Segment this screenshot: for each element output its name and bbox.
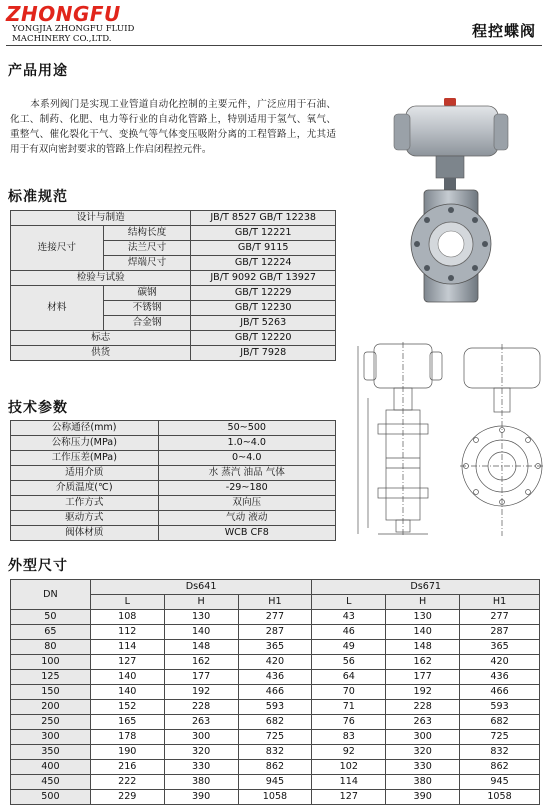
table-cell: 192 [386,685,460,700]
table-cell: 365 [460,640,540,655]
column-group-header: Ds641 [90,580,312,595]
table-cell: 130 [386,610,460,625]
table-cell: 127 [312,790,386,805]
table-row [11,730,540,745]
table-cell: 140 [90,685,164,700]
table-cell: 190 [90,745,164,760]
table-cell: 277 [460,610,540,625]
table-cell: GB/T 12230 [191,301,336,316]
table-cell: 71 [312,700,386,715]
standards-table [10,210,336,361]
table-row [11,451,336,466]
table-cell: 178 [90,730,164,745]
table-cell: 工作压差(MPa) [11,451,159,466]
table-cell: 862 [460,760,540,775]
table-cell: 420 [238,655,312,670]
table-cell: 320 [386,745,460,760]
table-cell: 标志 [11,331,191,346]
table-cell: 390 [386,790,460,805]
table-cell: -29~180 [158,481,335,496]
table-cell: 177 [386,670,460,685]
table-cell: 593 [460,700,540,715]
table-row [11,745,540,760]
table-cell: 228 [164,700,238,715]
table-cell: 130 [164,610,238,625]
table-cell: 177 [164,670,238,685]
table-cell: 0~4.0 [158,451,335,466]
table-row [11,775,540,790]
usage-section-title: 产品用途 [8,63,68,79]
table-cell: 检验与试验 [11,271,191,286]
table-cell: 436 [460,670,540,685]
table-row [11,700,540,715]
company-name-line2: MACHINERY CO.,LTD. [12,34,112,44]
usage-text: 本系列阀门是实现工业管道自动化控制的主要元件，广泛应用于石油、化工、制药、化肥、电力等行业的自动化管路上，特别适用于氢气、氧气、重整气、催化裂化干气、变换气等气体变压吸附分离的工程管路上，尤其适用于有双向密封要求的管路上作启闭程控元件。 [10,99,336,155]
table-cell: 593 [238,700,312,715]
table-row [11,286,336,301]
dn-cell: 80 [11,640,91,655]
table-row [11,640,540,655]
table-row [11,610,540,625]
column-header: L [312,595,386,610]
table-cell: 64 [312,670,386,685]
table-cell: 气动 液动 [158,511,335,526]
table-header-row [11,595,540,610]
table-cell: 725 [460,730,540,745]
table-cell: 365 [238,640,312,655]
usage-description [10,97,336,157]
table-cell: 862 [238,760,312,775]
table-row [11,211,336,226]
table-cell: 92 [312,745,386,760]
dn-cell: 50 [11,610,91,625]
table-cell: 162 [386,655,460,670]
dn-cell: 350 [11,745,91,760]
table-cell: 公称压力(MPa) [11,436,159,451]
table-cell: 466 [460,685,540,700]
table-cell: 192 [164,685,238,700]
table-cell: 287 [238,625,312,640]
table-cell: 380 [164,775,238,790]
table-cell: GB/T 12220 [191,331,336,346]
table-cell: 49 [312,640,386,655]
table-row [11,271,336,286]
column-header-dn: DN [11,580,91,610]
table-row [11,481,336,496]
table-cell: 466 [238,685,312,700]
table-cell: 228 [386,700,460,715]
table-cell: 材料 [11,286,104,331]
table-cell: GB/T 12229 [191,286,336,301]
table-cell: 832 [460,745,540,760]
table-cell: 148 [386,640,460,655]
table-cell: 320 [164,745,238,760]
column-header: H1 [238,595,312,610]
table-cell: 阀体材质 [11,526,159,541]
table-cell: 46 [312,625,386,640]
table-cell: 不锈钢 [103,301,191,316]
column-group-header: Ds671 [312,580,540,595]
dimensions-table [10,579,540,805]
valve-technical-drawing [356,338,546,538]
table-cell: 287 [460,625,540,640]
table-cell: 682 [460,715,540,730]
table-cell: 114 [312,775,386,790]
table-cell: 140 [386,625,460,640]
dn-cell: 200 [11,700,91,715]
table-cell: 420 [460,655,540,670]
table-row [11,715,540,730]
table-cell: 390 [164,790,238,805]
table-cell: 83 [312,730,386,745]
table-cell: JB/T 9092 GB/T 13927 [191,271,336,286]
standards-section-title: 标准规范 [8,189,68,205]
table-cell: 300 [386,730,460,745]
table-cell: 水 蒸汽 油品 气体 [158,466,335,481]
table-cell: 双向压 [158,496,335,511]
column-header: H1 [460,595,540,610]
table-cell: 725 [238,730,312,745]
table-cell: 152 [90,700,164,715]
table-cell: 165 [90,715,164,730]
table-cell: 公称通径(mm) [11,421,159,436]
table-cell: 945 [238,775,312,790]
table-row [11,421,336,436]
table-cell: 945 [460,775,540,790]
column-header: L [90,595,164,610]
table-cell: 76 [312,715,386,730]
table-cell: 焊端尺寸 [103,256,191,271]
table-cell: 436 [238,670,312,685]
table-cell: 50~500 [158,421,335,436]
company-logo: ZHONGFU [6,2,121,26]
table-row [11,346,336,361]
table-cell: 832 [238,745,312,760]
table-cell: 工作方式 [11,496,159,511]
table-cell: 设计与制造 [11,211,191,226]
table-row [11,331,336,346]
table-cell: 263 [386,715,460,730]
tech-params-table [10,420,336,541]
tech-section-title: 技术参数 [8,400,68,416]
table-row [11,526,336,541]
column-header: H [164,595,238,610]
table-cell: 合金钢 [103,316,191,331]
valve-product-image [388,92,512,314]
table-cell: 277 [238,610,312,625]
table-row [11,685,540,700]
table-cell: 56 [312,655,386,670]
table-row [11,670,540,685]
table-cell: 碳钢 [103,286,191,301]
table-cell: 介质温度(℃) [11,481,159,496]
dn-cell: 250 [11,715,91,730]
table-cell: GB/T 12221 [191,226,336,241]
dn-cell: 500 [11,790,91,805]
header-divider [6,45,542,46]
table-cell: 连接尺寸 [11,226,104,271]
table-cell: 140 [90,670,164,685]
table-cell: 162 [164,655,238,670]
dimensions-section-title: 外型尺寸 [8,558,68,574]
table-cell: JB/T 7928 [191,346,336,361]
table-row [11,466,336,481]
table-cell: 380 [386,775,460,790]
table-cell: 适用介质 [11,466,159,481]
company-name [12,24,134,44]
table-cell: GB/T 12224 [191,256,336,271]
table-cell: 法兰尺寸 [103,241,191,256]
dimensions-table-body [11,610,540,805]
table-cell: 1058 [238,790,312,805]
table-cell: 结构长度 [103,226,191,241]
table-cell: JB/T 8527 GB/T 12238 [191,211,336,226]
dn-cell: 65 [11,625,91,640]
table-row [11,655,540,670]
table-cell: 102 [312,760,386,775]
table-cell: 112 [90,625,164,640]
table-row [11,625,540,640]
table-cell: 148 [164,640,238,655]
table-row [11,496,336,511]
table-row [11,790,540,805]
table-cell: 330 [164,760,238,775]
table-cell: 43 [312,610,386,625]
company-name-line1: YONGJIA ZHONGFU FLUID [12,24,135,34]
table-row [11,511,336,526]
dn-cell: 400 [11,760,91,775]
table-cell: 222 [90,775,164,790]
table-cell: 驱动方式 [11,511,159,526]
table-cell: 300 [164,730,238,745]
dn-cell: 450 [11,775,91,790]
table-cell: 70 [312,685,386,700]
table-cell: WCB CF8 [158,526,335,541]
table-cell: GB/T 9115 [191,241,336,256]
table-cell: 127 [90,655,164,670]
table-header-row [11,580,540,595]
dn-cell: 300 [11,730,91,745]
table-cell: JB/T 5263 [191,316,336,331]
table-cell: 108 [90,610,164,625]
column-header: H [386,595,460,610]
table-row [11,226,336,241]
table-cell: 263 [164,715,238,730]
dn-cell: 100 [11,655,91,670]
table-row [11,436,336,451]
table-cell: 1058 [460,790,540,805]
table-cell: 供货 [11,346,191,361]
table-cell: 229 [90,790,164,805]
table-row [11,760,540,775]
table-cell: 114 [90,640,164,655]
table-cell: 682 [238,715,312,730]
table-cell: 1.0~4.0 [158,436,335,451]
page-title: 程控蝶阀 [471,22,536,40]
table-cell: 140 [164,625,238,640]
table-cell: 216 [90,760,164,775]
table-cell: 330 [386,760,460,775]
dn-cell: 150 [11,685,91,700]
dn-cell: 125 [11,670,91,685]
